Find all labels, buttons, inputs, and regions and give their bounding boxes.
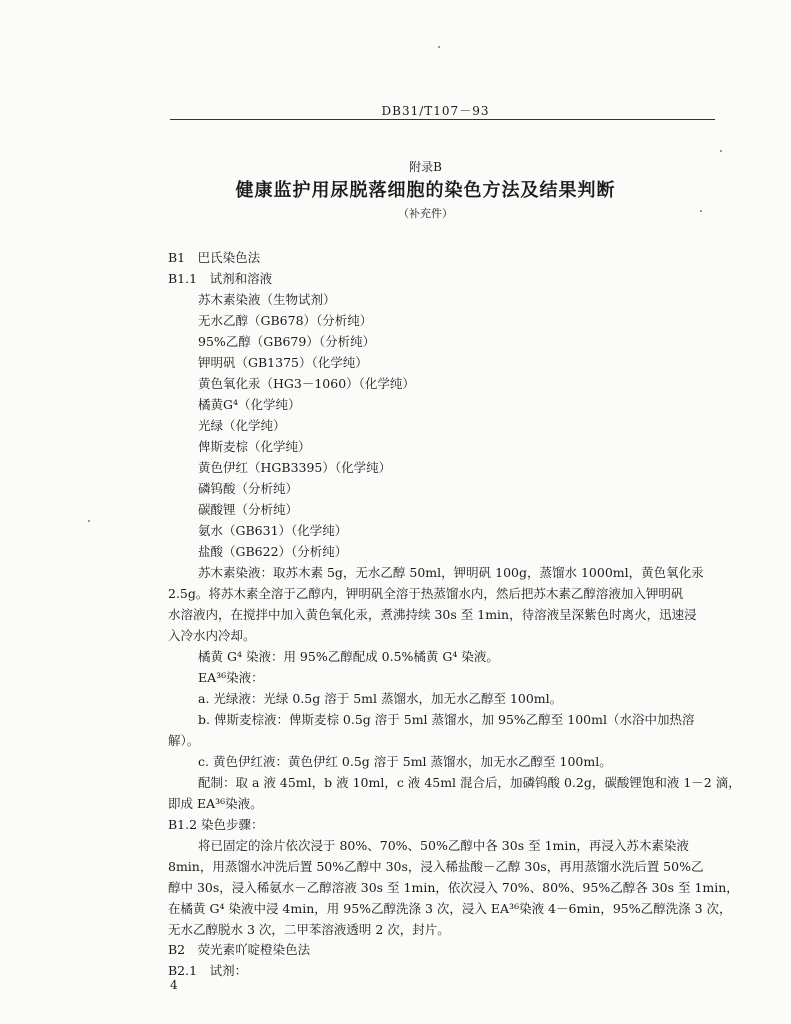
heading-b2: B2 荧光素吖啶橙染色法	[168, 942, 311, 957]
body-line: 8min，用蒸馏水冲洗后置 50%乙醇中 30s，浸入稀盐酸－乙醇 30s，再用蒸馏水洗后置 50%乙	[168, 859, 704, 874]
header-rule	[170, 119, 715, 120]
document-number: DB31/T107－93	[381, 104, 490, 118]
reagent-item: 碳酸锂（分析纯）	[198, 502, 299, 517]
scan-speck	[700, 210, 702, 212]
reagent-item: 盐酸（GB622）（分析纯）	[198, 544, 348, 559]
body-line: a. 光绿液：光绿 0.5g 溶于 5ml 蒸馏水，加无水乙醇至 100ml。	[198, 691, 563, 706]
body-line: 入冷水内冷却。	[168, 628, 256, 643]
scan-speck	[438, 46, 440, 48]
body-line: c. 黄色伊红液：黄色伊红 0.5g 溶于 5ml 蒸馏水，加无水乙醇至 100ml。	[198, 754, 612, 769]
heading-b1-1: B1.1 试剂和溶液	[168, 271, 273, 286]
page-number: 4	[170, 978, 178, 992]
body-line: 配制：取 a 液 45ml，b 液 10ml，c 液 45ml 混合后，加磷钨酸 0.2g，碳酸锂饱和液 1－2 滴，	[198, 775, 741, 790]
reagent-item: 苏木素染液（生物试剂）	[198, 292, 336, 307]
body-line: EA³⁶染液：	[198, 670, 264, 685]
body-line: 醇中 30s，浸入稀氨水－乙醇溶液 30s 至 1min，依次浸入 70%、80%、95%乙醇各 30s 至 1min，	[168, 880, 739, 895]
body-line: 将已固定的涂片依次浸于 80%、70%、50%乙醇中各 30s 至 1min，再浸入苏木素染液	[198, 838, 689, 853]
body-line: 苏木素染液：取苏木素 5g，无水乙醇 50ml，钾明矾 100g，蒸馏水 1000ml，黄色氧化汞	[198, 565, 704, 580]
heading-b1-2: B1.2 染色步骤：	[168, 817, 264, 832]
reagent-item: 黄色氧化汞（HG3－1060）（化学纯）	[198, 376, 415, 391]
body-line: 在橘黄 G⁴ 染液中浸 4min，用 95%乙醇洗涤 3 次，浸入 EA³⁶染液 4－6min，95%乙醇洗涤 3 次，	[168, 901, 732, 916]
reagent-item: 95%乙醇（GB679）（分析纯）	[198, 334, 376, 349]
reagent-item: 光绿（化学纯）	[198, 418, 286, 433]
reagent-item: 磷钨酸（分析纯）	[198, 481, 299, 496]
body-line: 解）。	[168, 733, 200, 748]
page-subtitle: （补充件）	[398, 207, 453, 220]
body-line: 即成 EA³⁶染液。	[168, 796, 263, 811]
body-line: 水溶液内，在搅拌中加入黄色氧化汞，煮沸持续 30s 至 1min，待溶液呈深紫色时离火，迅速浸	[168, 607, 697, 622]
reagent-item: 橘黄G⁴（化学纯）	[198, 397, 301, 412]
scan-speck	[88, 520, 90, 522]
reagent-item: 黄色伊红（HGB3395）（化学纯）	[198, 460, 392, 475]
heading-b2-1: B2.1 试剂：	[168, 963, 248, 978]
reagent-item: 氨水（GB631）（化学纯）	[198, 523, 348, 538]
heading-b1: B1 巴氏染色法	[168, 250, 261, 265]
page-title: 健康监护用尿脱落细胞的染色方法及结果判断	[235, 180, 616, 201]
body-line: b. 俾斯麦棕液：俾斯麦棕 0.5g 溶于 5ml 蒸馏水，加 95%乙醇至 100ml（水浴中加热溶	[198, 712, 695, 727]
reagent-item: 钾明矾（GB1375）（化学纯）	[198, 355, 368, 370]
scan-speck	[720, 150, 722, 152]
body-line: 橘黄 G⁴ 染液：用 95%乙醇配成 0.5%橘黄 G⁴ 染液。	[198, 649, 499, 664]
appendix-label: 附录B	[409, 160, 442, 174]
body-line: 无水乙醇脱水 3 次，二甲苯溶液透明 2 次，封片。	[168, 922, 450, 937]
body-line: 2.5g。将苏木素全溶于乙醇内，钾明矾全溶于热蒸馏水内，然后把苏木素乙醇溶液加入钾明矾	[168, 586, 684, 601]
reagent-item: 俾斯麦棕（化学纯）	[198, 439, 311, 454]
reagent-item: 无水乙醇（GB678）（分析纯）	[198, 313, 373, 328]
